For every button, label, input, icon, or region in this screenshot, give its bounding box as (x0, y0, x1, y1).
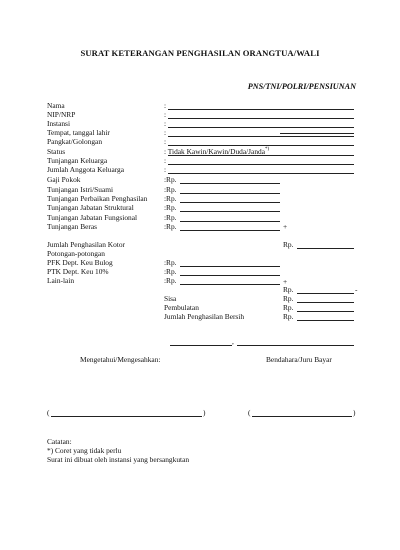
deduction-prefix: :Rp. (164, 267, 177, 276)
right-signature-title: Bendahara/Juru Bayar (266, 355, 332, 364)
income-label: Gaji Pokok (47, 175, 81, 184)
income-line[interactable] (180, 211, 280, 212)
income-label: Tunjangan Perbaikan Penghasilan (47, 194, 148, 203)
field-label: Status (47, 147, 66, 156)
field-line[interactable] (168, 127, 354, 128)
summary-prefix: Rp. (283, 294, 294, 303)
sum-sign: + (283, 277, 288, 286)
sum-sign: + (283, 222, 288, 231)
summary-line[interactable] (297, 302, 354, 303)
income-prefix: :Rp. (164, 203, 177, 212)
deduction-line[interactable] (180, 275, 280, 276)
summary-prefix: Rp. (283, 303, 294, 312)
deduction-line[interactable] (180, 284, 280, 285)
deduction-total-line[interactable] (297, 293, 354, 294)
field-line[interactable] (168, 164, 354, 165)
field-line[interactable] (168, 173, 354, 174)
deduction-label: Lain-lain (47, 276, 75, 285)
left-signature-close: ) (203, 408, 206, 417)
notes-line: *) Coret yang tidak perlu (47, 446, 122, 455)
date-comma: , (232, 337, 234, 346)
field-label: NIP/NRP (47, 110, 76, 119)
field-colon: : (164, 119, 167, 128)
income-prefix: :Rp. (164, 175, 177, 184)
income-prefix: :Rp. (164, 185, 177, 194)
field-colon: : (164, 128, 167, 137)
field-colon: : (164, 110, 167, 119)
deduction-total-prefix: Rp. (283, 285, 294, 294)
field-line[interactable] (168, 145, 354, 146)
field-colon: : (164, 137, 167, 146)
income-label: Tunjangan Istri/Suami (47, 185, 114, 194)
right-signature-open: ( (248, 408, 251, 417)
field-label: Jumlah Anggota Keluarga (47, 165, 125, 174)
status-options: : Tidak Kawin/Kawin/Duda/Janda*) (164, 147, 270, 156)
income-line[interactable] (180, 202, 280, 203)
field-line[interactable] (168, 155, 354, 156)
gross-label: Jumlah Penghasilan Kotor (47, 240, 126, 249)
field-line[interactable] (168, 136, 354, 137)
deduction-prefix: :Rp. (164, 258, 177, 267)
summary-label: Pembulatan (164, 303, 199, 312)
field-line[interactable] (168, 109, 354, 110)
field-label: Tempat, tanggal lahir (47, 128, 110, 137)
left-signature-open: ( (47, 408, 50, 417)
field-label: Tunjangan Keluarga (47, 156, 108, 165)
field-colon: : (164, 101, 167, 110)
income-line[interactable] (180, 221, 280, 222)
income-label: Tunjangan Jabatan Fungsional (47, 213, 138, 222)
deduction-prefix: :Rp. (164, 276, 177, 285)
gross-prefix: Rp. (283, 240, 294, 249)
income-prefix: :Rp. (164, 213, 177, 222)
field-colon: : (164, 156, 167, 165)
income-prefix: :Rp. (164, 222, 177, 231)
income-line[interactable] (180, 193, 280, 194)
income-label: Tunjangan Beras (47, 222, 98, 231)
date-line[interactable] (237, 345, 354, 346)
page-subtitle: PNS/TNI/POLRI/PENSIUNAN (247, 82, 356, 91)
field-line[interactable] (280, 133, 354, 134)
summary-label: Sisa (164, 294, 177, 303)
field-colon: : (164, 165, 167, 174)
gross-line[interactable] (297, 248, 354, 249)
page-title: SURAT KETERANGAN PENGHASILAN ORANGTUA/WALI (80, 48, 320, 58)
field-label: Nama (47, 101, 65, 110)
right-signature-line[interactable] (252, 416, 352, 417)
field-label: Pangkat/Golongan (47, 137, 103, 146)
deduction-label: PTK Dept. Keu 10% (47, 267, 109, 276)
notes-line: Surat ini dibuat oleh instansi yang bersangkutan (47, 455, 190, 464)
field-label: Instansi (47, 119, 70, 128)
deduction-label: PFK Dept. Keu Bulog (47, 258, 113, 267)
deductions-heading: Potongan-potongan (47, 249, 105, 258)
left-signature-title: Mengetahui/Mengesahkan: (80, 355, 161, 364)
right-signature-close: ) (353, 408, 356, 417)
summary-prefix: Rp. (283, 312, 294, 321)
field-line[interactable] (168, 118, 354, 119)
left-signature-line[interactable] (51, 416, 202, 417)
deduction-line[interactable] (180, 266, 280, 267)
minus-sign: - (355, 285, 358, 294)
income-prefix: :Rp. (164, 194, 177, 203)
place-line[interactable] (170, 345, 232, 346)
summary-line[interactable] (297, 320, 354, 321)
summary-label: Jumlah Penghasilan Bersih (164, 312, 245, 321)
income-line[interactable] (180, 183, 280, 184)
income-label: Tunjangan Jabatan Struktural (47, 203, 134, 212)
summary-line[interactable] (297, 311, 354, 312)
income-line[interactable] (180, 230, 280, 231)
notes-heading: Catatan: (47, 437, 72, 446)
